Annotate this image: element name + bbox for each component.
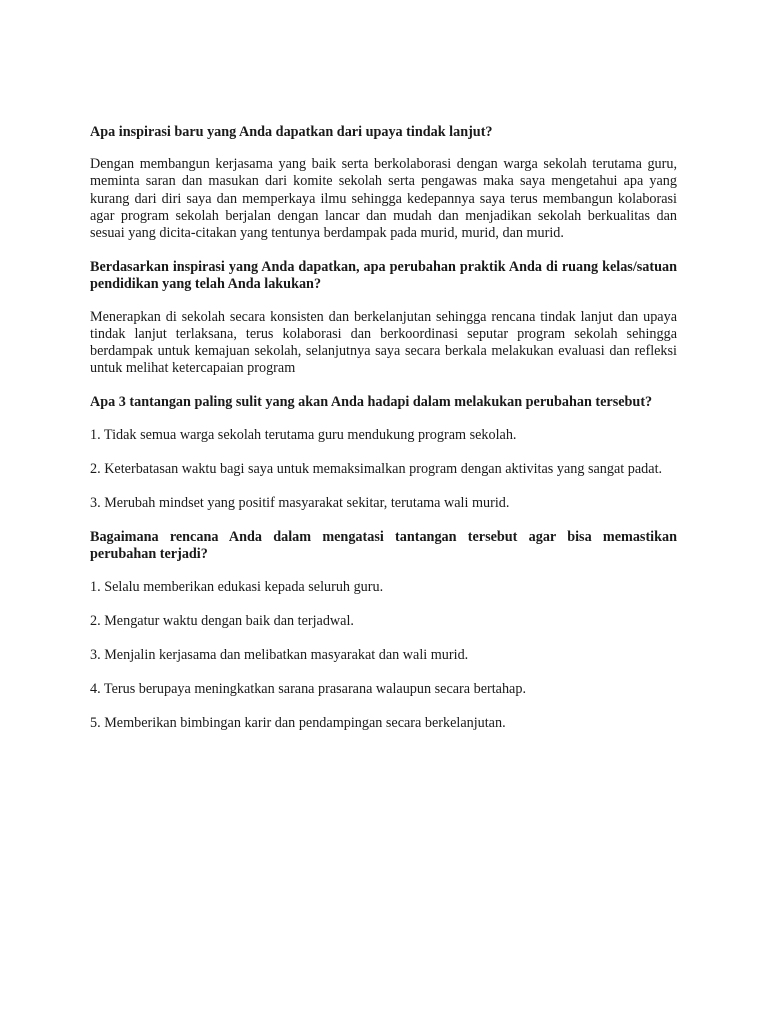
- question-heading: Bagaimana rencana Anda dalam mengatasi tantangan tersebut agar bisa memastikan perubahan terjadi?: [90, 529, 677, 563]
- list-item: 3. Merubah mindset yang positif masyarakat sekitar, terutama wali murid.: [90, 495, 510, 512]
- question-heading: Berdasarkan inspirasi yang Anda dapatkan, apa perubahan praktik Anda di ruang kelas/satuan pendidikan yang telah Anda lakukan?: [90, 259, 677, 293]
- list-item: 5. Memberikan bimbingan karir dan pendampingan secara berkelanjutan.: [90, 715, 506, 732]
- question-heading: Apa inspirasi baru yang Anda dapatkan dari upaya tindak lanjut?: [90, 124, 493, 140]
- list-item: 2. Mengatur waktu dengan baik dan terjadwal.: [90, 612, 354, 629]
- list-item: 4. Terus berupaya meningkatkan sarana prasarana walaupun secara bertahap.: [90, 681, 526, 698]
- list-item: 1. Tidak semua warga sekolah terutama guru mendukung program sekolah.: [90, 426, 517, 443]
- answer-paragraph: Menerapkan di sekolah secara konsisten dan berkelanjutan sehingga rencana tindak lanjut dan upaya tindak lanjut terlaksana, terus kolaborasi dan berkoordinasi seputar program sekolah sehingga berdampak untuk kemajuan sekolah, selanjutnya saya secara berkala melakukan evaluasi dan refleksi untuk melihat ketercapaian program: [90, 308, 677, 377]
- list-item: 2. Keterbatasan waktu bagi saya untuk memaksimalkan program dengan aktivitas yang sangat padat.: [90, 460, 663, 477]
- document-page: [90, 124, 677, 750]
- answer-paragraph: Dengan membangun kerjasama yang baik serta berkolaborasi dengan warga sekolah terutama guru, meminta saran dan masukan dari komite sekolah serta pengawas maka saya mengetahui apa yang kurang dari diri saya dan memperkaya ilmu sehingga kedepannya saya terus membangun kolaborasi agar program sekolah berjalan dengan lancar dan mudah dan menjadikan sekolah berkualitas dan sesuai yang dicita-citakan yang tentunya berdampak pada murid, murid, dan murid.: [90, 156, 677, 242]
- list-item: 3. Menjalin kerjasama dan melibatkan masyarakat dan wali murid.: [90, 647, 469, 664]
- list-item: 1. Selalu memberikan edukasi kepada seluruh guru.: [90, 578, 384, 595]
- question-heading: Apa 3 tantangan paling sulit yang akan Anda hadapi dalam melakukan perubahan tersebut?: [90, 394, 653, 411]
